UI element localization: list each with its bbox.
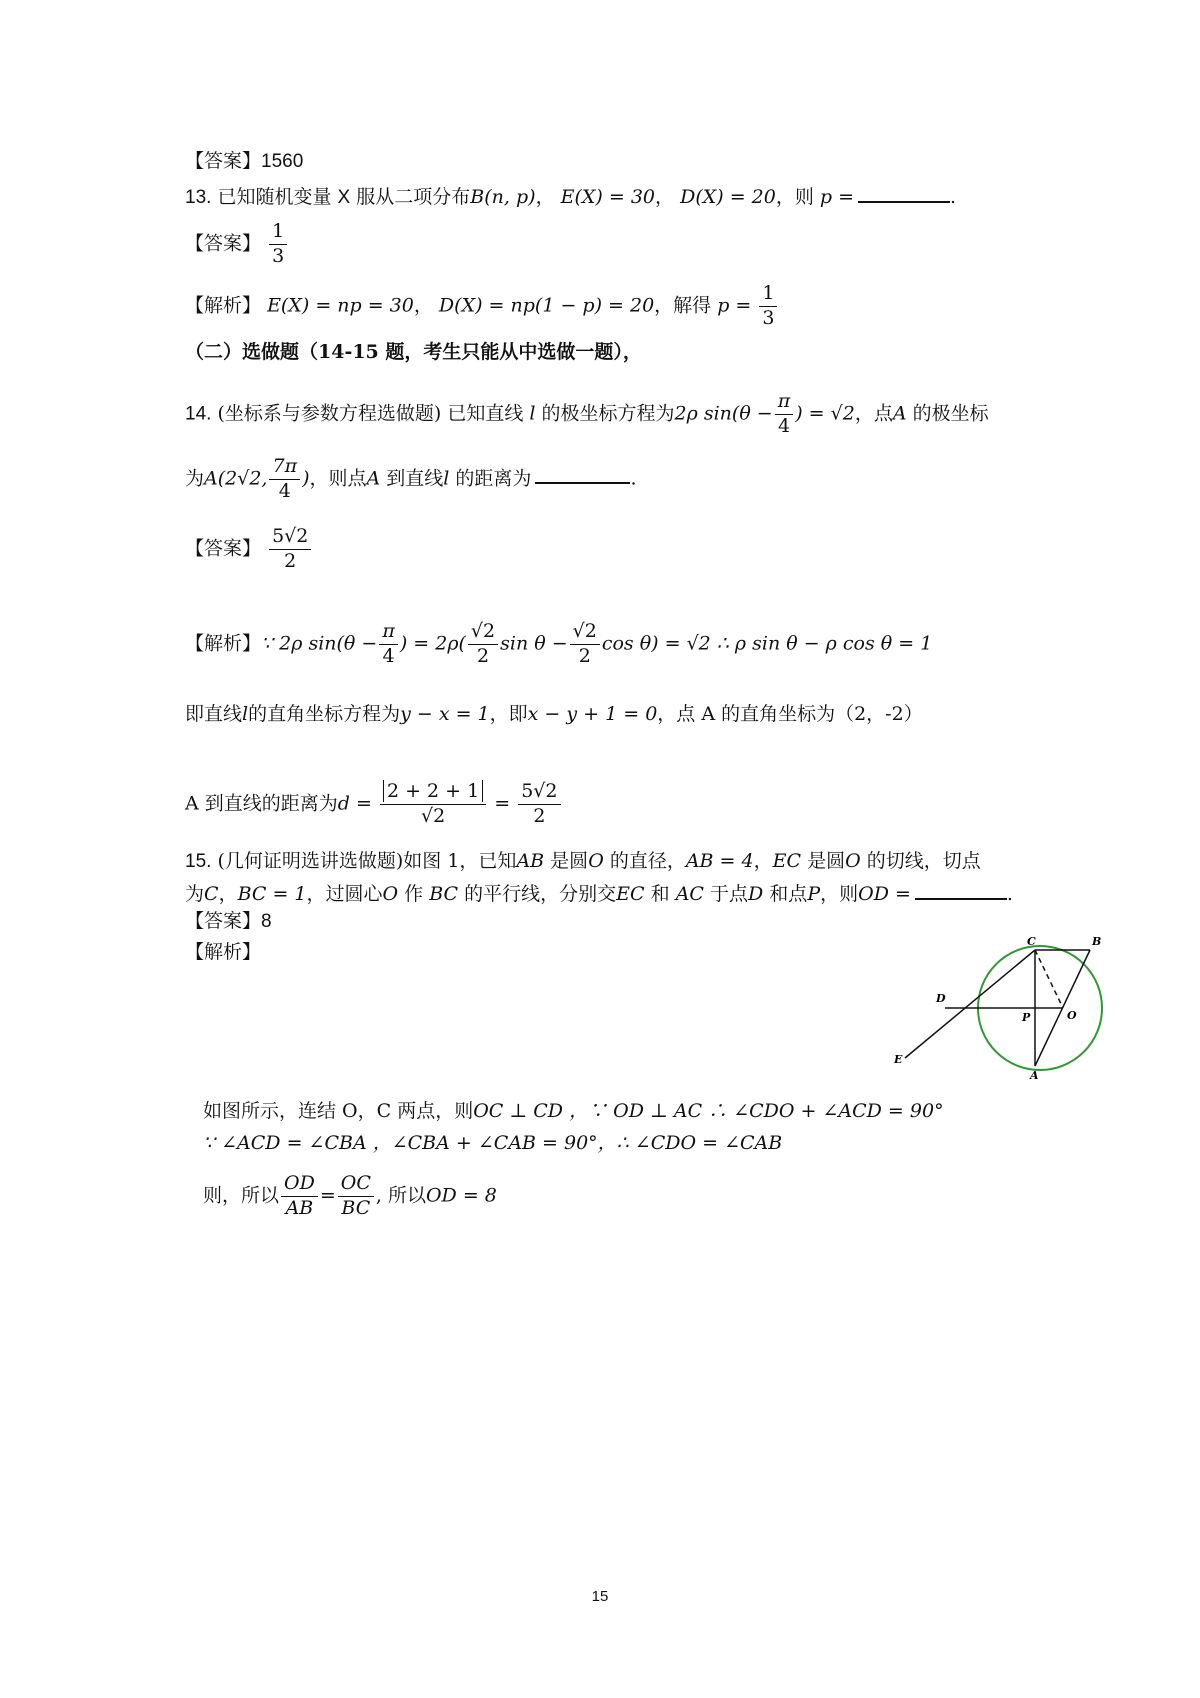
answer-label: 【答案】 [185,910,262,932]
math: l [242,703,249,725]
solution-text: 的直角坐标方程为 [248,703,401,725]
solution-text: ，点 A 的直角坐标为（2，-2） [657,703,923,725]
math: BC = 1 [237,883,307,905]
proof-line2 [203,1134,782,1153]
question-text: ，则 [775,186,814,208]
fraction [338,1172,374,1221]
proof-line3 [203,1172,497,1221]
question-text: 为 [185,467,205,490]
numerator: 5√2 [518,780,560,805]
punct: ， [753,850,773,872]
proof-text: , 所以 [375,1184,426,1207]
question-text: 的极坐标方程为 [541,402,675,425]
geometry-figure [880,935,1130,1082]
math: l [443,467,450,490]
variable: X [337,187,351,208]
math: A [366,467,381,490]
numerator: 1 [269,220,287,245]
math: p = [819,186,855,208]
question-text: 已知直线 [447,402,524,425]
math: 2ρ sin(θ − [674,402,773,425]
question-text: 已知随机变量 [217,186,332,208]
denominator: 2 [284,549,297,572]
question-14 [185,390,989,439]
question-tag: (坐标系与参数方程选做题) [217,402,442,425]
fraction [570,620,600,669]
label-c: C [1027,935,1036,948]
q14-solution-line3 [185,780,563,829]
answer-value: 8 [261,911,272,932]
answer-blank [535,466,630,484]
punct: . [950,186,957,208]
math: EC [772,850,802,872]
denominator: 4 [278,479,291,502]
question-text: ，过圆心 [306,883,383,905]
solution-text: ，解得 [654,294,712,317]
math: A [892,402,907,425]
question-text: 的切线，切点 [866,850,981,872]
math: = [494,792,511,815]
math: P [807,883,821,905]
numerator: 5√2 [269,525,311,550]
punct: ， [218,883,238,905]
question-14-line2 [185,455,636,504]
numerator: OD [281,1172,318,1197]
answer-label: 【答案】 [185,150,262,172]
answer-label: 【答案】 [185,232,262,255]
fraction [518,780,560,829]
question-number: 14. [185,403,212,425]
punct: . [1006,883,1013,905]
math: ) = √2 [795,402,855,425]
proof-text: 则，所以 [203,1184,280,1207]
math: OD = [858,883,911,905]
solution-label: 【解析】 [185,632,262,655]
denominator: AB [285,1196,314,1219]
question-text: 是圆 [807,850,846,872]
math: O [588,850,604,872]
question-text: 如图 1，已知 [403,850,517,872]
question-text: ，则点 [309,467,367,490]
fraction [379,620,398,669]
fraction [775,390,794,439]
tangent-line-ec [905,950,1035,1058]
question-text: 为 [185,883,205,905]
math: B(n, p) [470,186,536,208]
question-text: 服从二项分布 [356,186,471,208]
numerator [380,780,486,805]
numerator: 7π [269,455,300,480]
label-b: B [1092,935,1102,948]
question-text: 是圆 [550,850,589,872]
question-13 [185,185,956,207]
question-text: 的极坐标 [912,402,989,425]
label-p: P [1022,1011,1031,1024]
question-tag: (几何证明选讲选做题) [217,850,404,872]
page-number: 15 [591,1588,609,1605]
q14-solution-line2 [185,705,923,724]
answer-blank [915,882,1007,900]
denominator: 2 [476,644,490,667]
math: D [748,883,764,905]
question-15 [185,852,981,871]
denominator: 2 [533,804,546,827]
q14-solution [185,620,932,669]
math: AB = 4 [685,850,754,872]
punct: ， [413,294,433,317]
punct: . [630,467,637,490]
math: p = [717,294,752,317]
q13-solution [185,282,779,331]
proof-text: 如图所示，连结 O，C 两点，则 [203,1100,474,1122]
math: BC [429,883,459,905]
math: ∵ 2ρ sin(θ − [261,632,378,655]
numerator: √2 [570,620,600,645]
question-text: 和 [650,883,670,905]
math: D(X) = np(1 − p) = 20 [438,294,655,317]
math: C [204,883,219,905]
solution-label: 【解析】 [185,294,262,317]
question-text: 的距离为 [455,467,532,490]
math: D(X) = 20 [680,186,776,208]
label-d: D [936,992,946,1005]
math: ) = 2ρ( [399,632,466,655]
answer-blank [858,185,950,203]
question-text: ，点 [854,402,893,425]
section-heading: （二）选做题（14-15 题，考生只能从中选做一题）， [185,341,642,363]
fraction [380,780,486,829]
numerator: OC [338,1172,374,1197]
question-text: 到直线 [386,467,444,490]
punct: ， [655,186,675,208]
denominator: 3 [272,244,285,267]
math: E(X) = 30 [560,186,656,208]
q13-answer [185,220,289,269]
punct: ， [535,186,555,208]
fraction [269,455,300,504]
question-text: 于点 [710,883,749,905]
math: = [319,1184,336,1207]
math: cos θ) = √2 ∴ ρ sin θ − ρ cos θ = 1 [601,632,933,655]
denominator: BC [341,1196,371,1219]
fraction [281,1172,318,1221]
fraction [468,620,498,669]
label-a: A [1030,1069,1039,1082]
solution-text: A 到直线的距离为 [185,792,338,815]
denominator: 4 [382,644,395,667]
denominator: 2 [578,644,591,667]
question-text: 的直径， [609,850,686,872]
math: d = [337,792,372,815]
math: ∵ ∠ACD = ∠CBA ，∠CBA + ∠CAB = 90°，∴ ∠CDO = ∠CAB [203,1132,783,1154]
fraction [759,282,777,331]
label-e: E [894,1053,903,1066]
label-o: O [1067,1009,1077,1022]
math: O [845,850,861,872]
math: E(X) = np = 30 [267,294,414,317]
math: l [529,402,536,425]
numerator: √2 [468,620,498,645]
math: AC [675,883,704,905]
fraction [269,220,287,269]
solution-text: ，即 [489,703,528,725]
denominator: 4 [777,414,791,437]
fraction [269,525,311,574]
q14-answer [185,525,313,574]
answer-value: 1560 [261,151,304,172]
answer-label: 【答案】 [185,537,262,560]
math: OC ⊥ CD ，∵ OD ⊥ AC ∴ ∠CDO + ∠ACD = 90° [473,1100,944,1122]
question-15-line2 [185,882,1013,904]
solution-text: 即直线 [185,703,243,725]
math: y − x = 1 [400,703,490,725]
question-number: 13. [185,187,212,208]
math: EC [616,883,645,905]
math: AB [516,850,545,872]
math: x − y + 1 = 0 [527,703,658,725]
numerator: 1 [759,282,777,307]
q15-answer [185,912,272,931]
math: O [382,883,399,905]
math: OD = 8 [425,1184,497,1207]
q15-solution-label: 【解析】 [185,941,262,963]
abs-value: 2 + 2 + 1 [383,780,483,802]
question-text: 和点 [769,883,808,905]
denominator: √2 [420,804,446,827]
math: A(2√2, [204,467,268,490]
question-text: 作 [404,883,424,905]
question-number: 15. [185,851,212,872]
numerator: π [379,620,398,645]
proof-line1 [203,1102,944,1121]
q12-answer [185,152,303,171]
math: sin θ − [500,632,568,655]
question-text: ，则 [820,883,859,905]
numerator: π [775,390,794,415]
denominator: 3 [762,306,775,329]
math: ) [302,467,310,490]
question-text: 的平行线，分别交 [464,883,617,905]
segment-co-dashed [1035,950,1063,1008]
